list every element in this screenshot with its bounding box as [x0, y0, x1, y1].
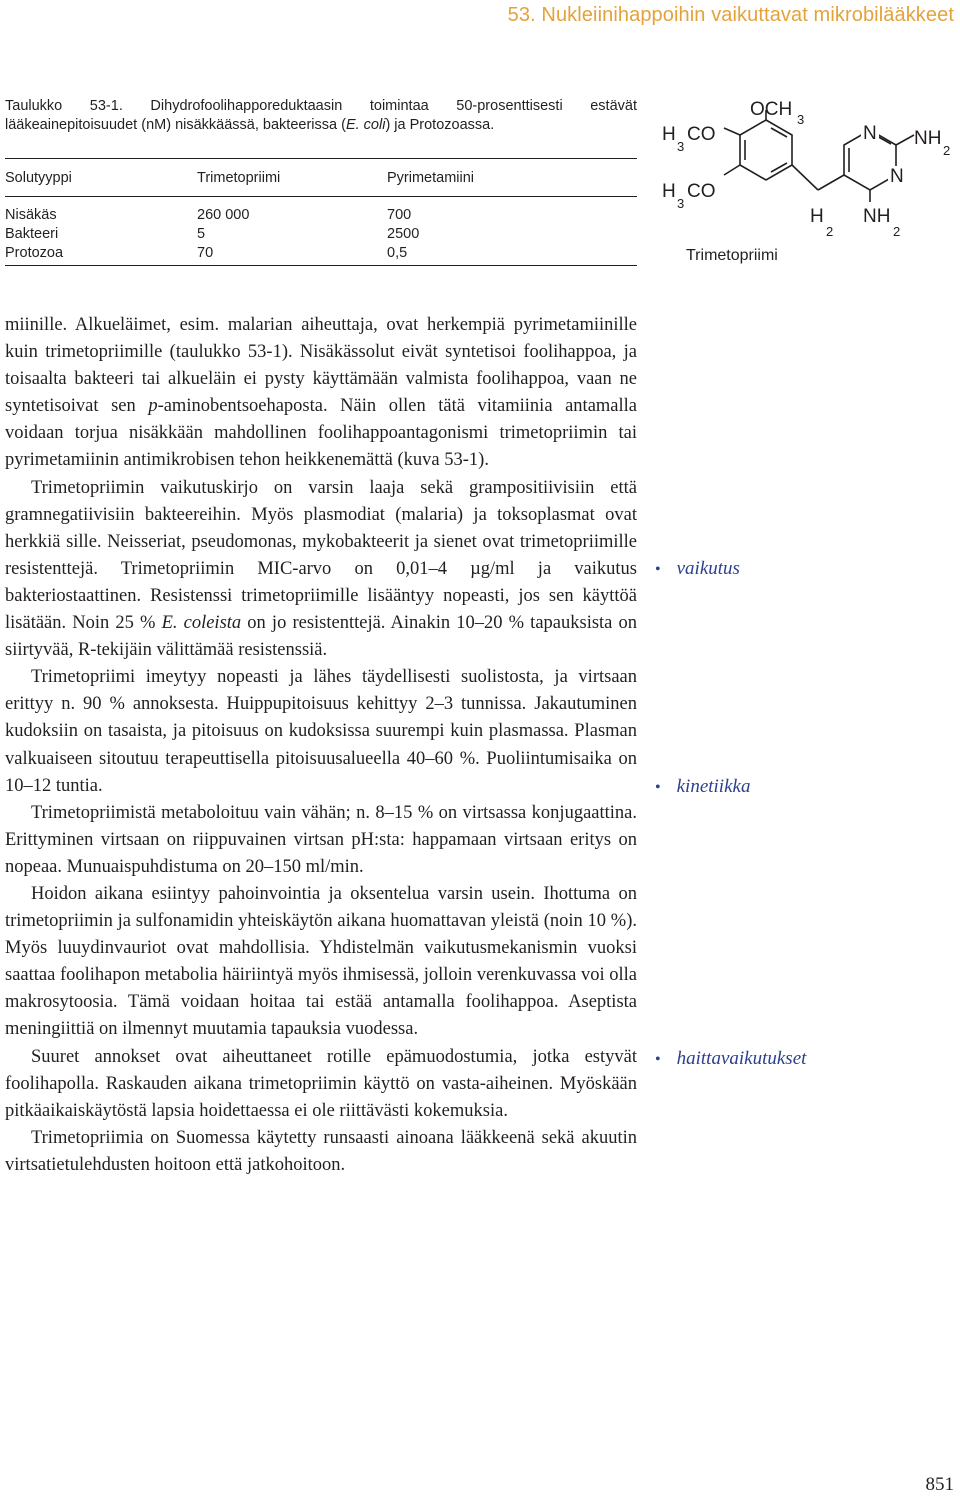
paragraph-italic: E. coleista: [161, 613, 242, 634]
atom-sub3: 3: [797, 112, 805, 127]
bullet-icon: •: [655, 561, 661, 578]
table-header-cell: Trimetopriimi: [197, 170, 281, 186]
atom-n-right: N: [890, 166, 904, 187]
margin-note-label: vaikutus: [676, 558, 740, 579]
table-header-cell: Pyrimetamiini: [387, 170, 475, 186]
paragraph-text: on jo resistenttejä. Ainakin 10–20 % tapauksista on siirtyvää, R-tekijäin välittämää resistenssiä.: [5, 613, 638, 661]
trimethoprim-structure: [650, 90, 960, 270]
paragraph: Trimetopriimistä metaboloituu vain vähän; n. 8–15 % on virtsassa konjugaattina. Erittyminen virtsaan on riippuvainen virtsan pH:sta: happamaan virtsaan eritys on nopeaa. Munuaispuhdistuma on 20–150 ml/min.: [5, 802, 637, 877]
bullet-icon: •: [655, 779, 661, 796]
atom-sub2: 2: [893, 224, 901, 239]
atom-h3co-top-tail: CO: [687, 124, 716, 145]
paragraph: Hoidon aikana esiintyy pahoinvointia ja oksentelua varsin usein. Ihottuma on trimetopriimin ja sulfonamidin yhteiskäytön aikana huomattavan yleistä (noin 10 %). Myös luuydinvauriot ovat mahdollisia. Yhdistelmän vaikutusmekanismin vuoksi saattaa foolihapon metabolia häiriintyä myös ihmisessä, jolloin verenkuvassa voi olla makrosytoosia. Tämä voidaan hoitaa tai estää antamalla foolihappoa. Aseptista meningiittiä on ilmennyt muutamia tapauksia vuodessa.: [5, 883, 637, 1040]
atom-n-top: N: [863, 123, 877, 144]
atom-nh2-bottom: NH: [863, 206, 891, 227]
paragraph-text: miinille. Alkueläimet, esim. malarian aiheuttaja, ovat herkempiä pyrimetamiinille kuin trimetopriimille (taulukko 53-1). Nisäkässolut eivät syntetisoi foolihappoa, ja toisaalta bakteeri tai alkueläin ei pysty käyttämään valmista foolihappoa, vaan ne syntetisoivat sen: [5, 315, 637, 417]
atom-h3co-bottom: H: [662, 181, 676, 202]
table-caption: [5, 97, 637, 134]
table-top-rule: [5, 158, 637, 159]
structure-label: Trimetopriimi: [686, 247, 778, 264]
table-cell: 260 000: [197, 207, 250, 223]
margin-note-label: haittavaikutukset: [676, 1048, 807, 1069]
atom-ch2: H: [810, 206, 824, 227]
table-cell: 5: [197, 226, 206, 242]
bullet-icon: •: [655, 1051, 661, 1068]
margin-note-kinetiikka: [655, 775, 955, 800]
table-caption-italic: E. coli: [345, 116, 386, 133]
paragraph: Trimetopriimia on Suomessa käytetty runsaasti ainoana lääkkeenä sekä akuutin virtsatietulehdusten hoitoon että jatkohoitoon.: [5, 1127, 637, 1175]
structure-bonds: [724, 110, 914, 202]
atom-sub3: 3: [677, 196, 685, 211]
table-caption-prefix: Taulukko 53-1. Dihydrofoolihapporeduktaasin toimintaa 50-prosenttisesti estävät lääkeainepitoisuudet (nM) nisäkkäässä, bakteerissa (: [5, 98, 637, 133]
table-cell: Nisäkäs: [5, 207, 57, 223]
margin-note-haittavaikutukset: [655, 1047, 955, 1072]
paragraph-text: Trimetopriimin vaikutuskirjo on varsin laaja sekä grampositiivisiin että gramnegatiivisiin bakteereihin. Myös plasmodiat (malaria) ja toksoplasmat ovat herkkiä sille. Neisseriat, pseudomonas, mykobakteerit ja sienet ovat trimetopriimille resistenttejä. Trimetopriimin MIC-arvo on 0,01–4 µg/ml ja vaikutus bakteriostaattinen. Resistenssi trimetopriimille lisääntyy nopeasti, jos sen käyttöä lisätään. Noin 25 %: [5, 477, 637, 634]
table-header-row: [5, 169, 637, 188]
paragraph: [5, 312, 637, 475]
table-header-cell: Solutyyppi: [5, 170, 72, 186]
table-row: [5, 206, 637, 225]
table-header-rule: [5, 196, 637, 197]
paragraph: Suuret annokset ovat aiheuttaneet rotille epämuodostumia, jotka estyvät foolihapolla. Raskauden aikana trimetopriimin käyttö on vasta-aiheinen. Myöskään pitkäaikaiskäytöstä lapsia hoidettaessa ei ole riittävästi kokemuksia.: [5, 1046, 637, 1121]
atom-sub2: 2: [826, 224, 834, 239]
atom-och3: OCH: [750, 99, 793, 120]
table-cell: 2500: [387, 226, 420, 242]
table-cell: 0,5: [387, 245, 408, 261]
atom-sub2: 2: [943, 143, 951, 158]
paragraph-italic: p: [148, 396, 158, 417]
margin-note-vaikutus: [655, 557, 955, 582]
paragraph-text: -aminobentsoehaposta. Näin ollen tätä vitamiinia antamalla voidaan torjua nisäkkään mahdollinen foolihappoantagonismi trimetopriimin tai pyrimetamiinin antimikrobisen tehon heikkenemättä (kuva 53-1).: [5, 396, 637, 471]
atom-sub3: 3: [677, 139, 685, 154]
chapter-header: 53. Nukleiinihappoihin vaikuttavat mikrobilääkkeet: [507, 4, 954, 26]
atom-nh2-top: NH: [914, 128, 942, 149]
atom-h3co-bottom-tail: CO: [687, 181, 716, 202]
page-number: 851: [925, 1474, 954, 1495]
body-text: [5, 312, 637, 1179]
table-cell: Protozoa: [5, 245, 64, 261]
table-cell: 700: [387, 207, 412, 223]
paragraph: Trimetopriimi imeytyy nopeasti ja lähes täydellisesti suolistosta, ja virtsaan erittyy n. 90 % annoksesta. Huippupitoisuus kehittyy 2–3 tunnissa. Jakautuminen kudoksiin on tasaista, ja pitoisuus on kudoksissa suurempi kuin plasmassa. Plasman valkuaiseen sitoutuu terapeuttisella pitoisuusalueella 40–60 %. Puoliintumisaika on 10–12 tuntia.: [5, 667, 637, 796]
table-row: [5, 225, 637, 244]
table-caption-suffix: ) ja Protozoassa.: [385, 116, 495, 133]
table-bottom-rule: [5, 265, 637, 266]
paragraph: [5, 475, 637, 665]
table-cell: 70: [197, 245, 214, 261]
table-cell: Bakteeri: [5, 226, 59, 242]
atom-h3co-top: H: [662, 124, 676, 145]
margin-note-label: kinetiikka: [676, 776, 751, 797]
table-row: [5, 244, 637, 263]
